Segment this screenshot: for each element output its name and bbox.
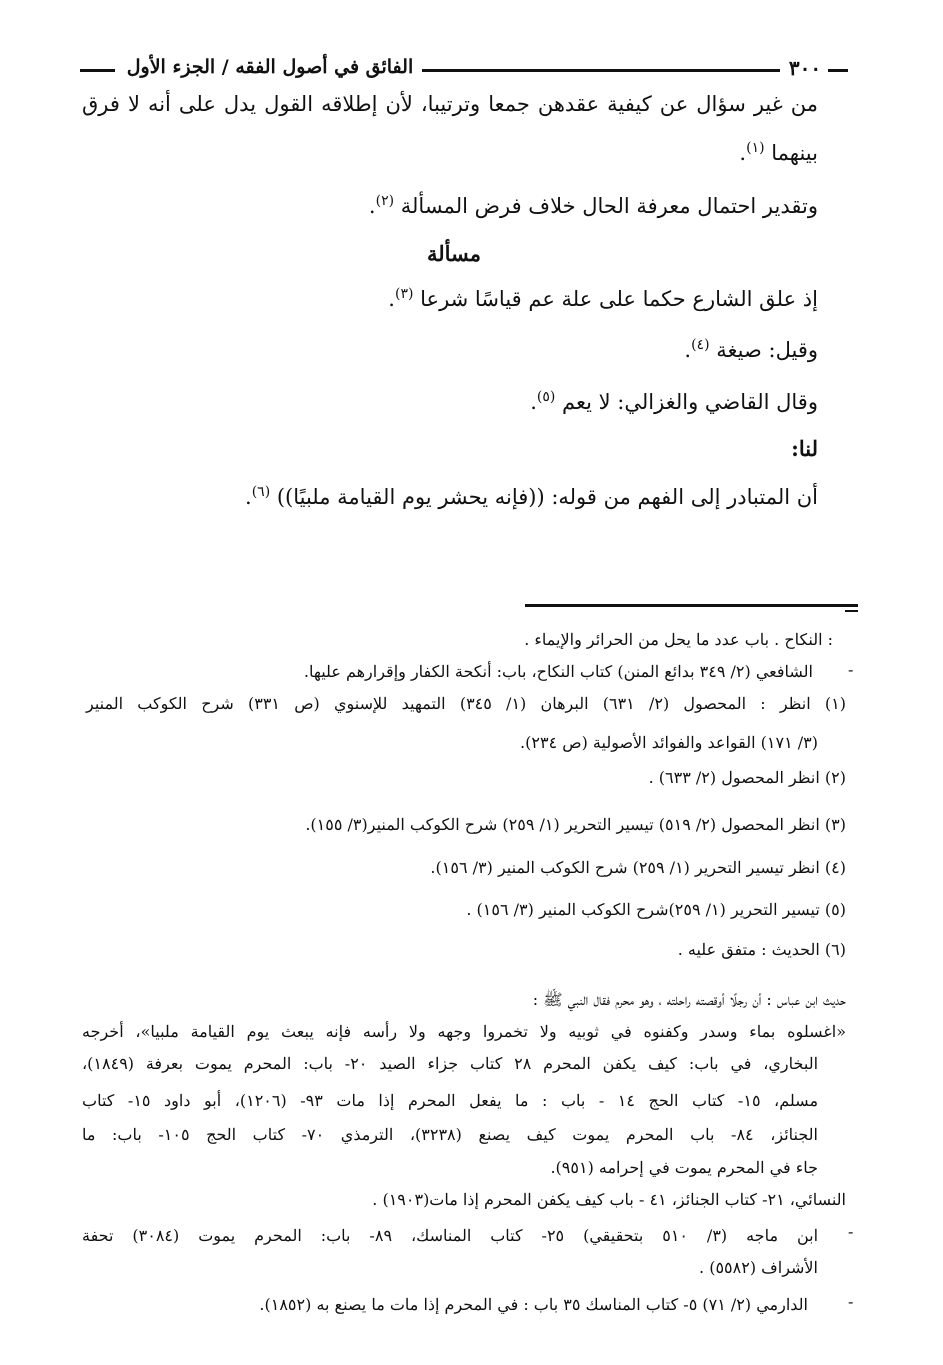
page-number: ٣٠٠ [788, 56, 822, 80]
footnote-4: (٤) انظر تيسير التحرير (١/ ٢٥٩) شرح الكوكب المنير (٣/ ١٥٦). [430, 858, 846, 877]
main-line-5: وقيل: صيغة $^{(٤)}$. [684, 337, 818, 362]
footnote-takhrij-4: جاء في المحرم يموت في إحرامه (٩٥١). [550, 1158, 818, 1177]
header-title: الفائق في أصول الفقه / الجزء الأول [126, 56, 414, 78]
footnote-6: (٦) الحديث : متفق عليه . [677, 940, 846, 959]
list-dash: - [848, 1292, 854, 1311]
footnote-hadith-intro: حديث ابن عباس : أن رجلًا أوقصته راحلته ، وهو محرم فقال النبي ﷺ : [532, 990, 846, 1009]
main-line-7: أن المتبادر إلى الفهم من قوله: ((فإنه يحشر يوم القيامة ملبيًا)) $^{(٦)}$. [245, 484, 818, 509]
footnote-ref-4: (٤) [691, 337, 710, 353]
footnote-takhrij-1: البخاري، في باب: كيف يكفن المحرم ٢٨ كتاب جزاء الصيد ٢٠- باب: المحرم يموت بعرفة (١٨٤٩)، [82, 1054, 819, 1073]
list-dash: - [848, 660, 854, 679]
footnote-ibn-majah: ابن ماجه (٣/ ٥١٠ بتحقيقي) ٢٥- كتاب المناسك، ٨٩- باب: المحرم يموت (٣٠٨٤) تحفة [82, 1226, 819, 1245]
main-line-2: بينهما $^{(١)}$. [739, 140, 818, 165]
footnote-darimi: الدارمي (٢/ ٧١) ٥- كتاب المناسك ٣٥ باب : في المحرم إذا مات ما يصنع به (١٨٥٢). [259, 1295, 808, 1314]
footnote-hadith-text: «اغسلوه بماء وسدر وكفنوه في ثوبيه ولا تخمروا وجهه ولا رأسه فإنه يبعث يوم القيامة ملبيا»، أخرجه [82, 1022, 846, 1041]
footnote-takhrij-3: الجنائز، ٨٤- باب المحرم يموت كيف يصنع (٣٢٣٨)، الترمذي ٧٠- كتاب الحج ١٠٥- باب: ما [82, 1125, 818, 1144]
header-rule-left [80, 69, 115, 72]
footnote-nasai: النسائي، ٢١- كتاب الجنائز، ٤١ - باب كيف يكفن المحرم إذا مات(١٩٠٣) . [372, 1190, 846, 1209]
subheading-lana: لنا: [791, 436, 818, 461]
footnote-ref-1: (١) [746, 140, 765, 156]
footnote-separator-tick [845, 610, 858, 612]
footnote-ref-3: (٣) [394, 286, 414, 302]
footnote-1: (١) انظر : المحصول (٢/ ٦٣١) البرهان (١/ ٣٤٥) التمهيد للإسنوي (ص ٣٣١) شرح الكوكب المنير [86, 694, 846, 713]
footnote-ref-5: (٥) [536, 389, 556, 405]
footnote-ibn-majah-cont: الأشراف (٥٥٨٢) . [699, 1258, 818, 1277]
footnote-3: (٣) انظر المحصول (٢/ ٥١٩) تيسير التحرير (١/ ٢٥٩) شرح الكوكب المنير(٣/ ١٥٥). [305, 815, 846, 834]
footnote-1-cont: (٣/ ١٧١) القواعد والفوائد الأصولية (ص ٢٣٤). [520, 733, 818, 752]
list-dash: - [848, 1222, 854, 1241]
main-line-4: إذ علق الشارع حكما على علة عم قياسًا شرعا $^{(٣)}$. [388, 286, 818, 311]
main-line-6: وقال القاضي والغزالي: لا يعم $^{(٥)}$. [530, 389, 818, 414]
section-heading: مسألة [426, 241, 481, 266]
footnote-line-2: الشافعي (٢/ ٣٤٩ بدائع المنن) كتاب النكاح، باب: أنكحة الكفار وإقرارهم عليها. [303, 662, 813, 681]
footnote-5: (٥) تيسير التحرير (١/ ٢٥٩)شرح الكوكب المنير (٣/ ١٥٦) . [466, 900, 846, 919]
footnote-2: (٢) انظر المحصول (٢/ ٦٣٣) . [648, 768, 846, 787]
footnote-line-1: : النكاح . باب عدد ما يحل من الحرائر والإيماء . [524, 630, 833, 649]
footnote-separator [525, 604, 858, 607]
footnote-ref-6: (٦) [251, 484, 271, 500]
footnote-ref-2: (٢) [375, 193, 395, 209]
header-rule-right [828, 69, 848, 72]
footnote-takhrij-2: مسلم، ١٥- كتاب الحج ١٤ - باب : ما يفعل المحرم إذا مات ٩٣- (١٢٠٦)، أبو داود ١٥- كتاب [82, 1091, 819, 1110]
main-line-1: من غير سؤال عن كيفية عقدهن جمعا وترتيبا، لأن إطلاقه القول يدل على أنه لا فرق [82, 92, 818, 116]
header-rule-middle [422, 69, 780, 72]
main-line-3: وتقدير احتمال معرفة الحال خلاف فرض المسألة $^{(٢)}$. [368, 193, 818, 218]
